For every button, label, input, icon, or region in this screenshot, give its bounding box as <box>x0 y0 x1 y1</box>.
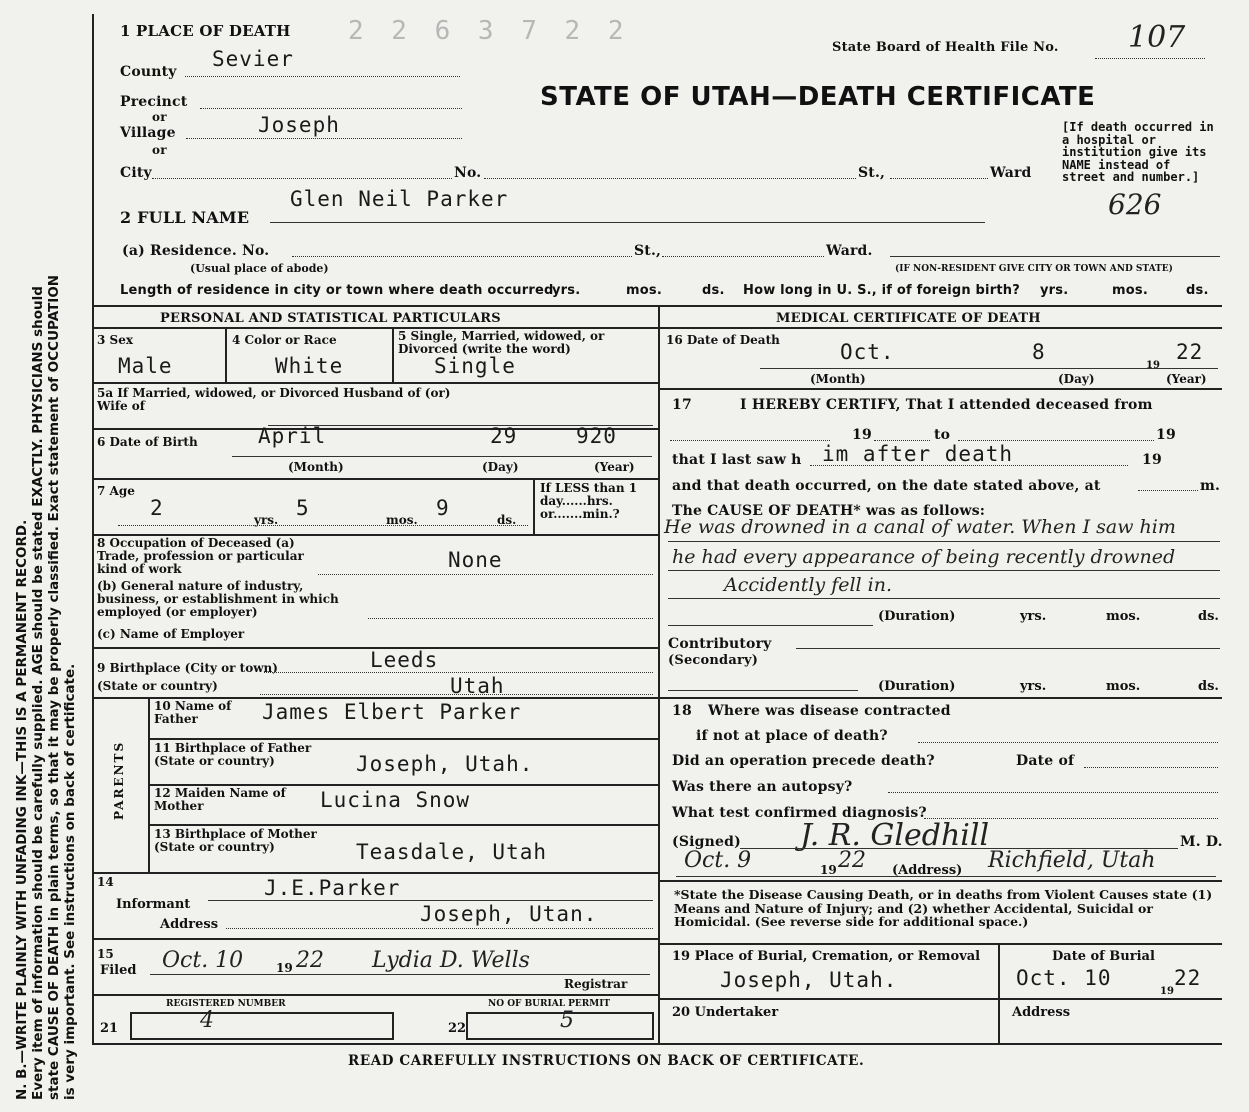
burial-permit-number: 5 <box>560 1008 574 1033</box>
marital-label: 5 Single, Married, widowed, or Divorced (write the word) <box>398 329 605 356</box>
row-line-2 <box>92 428 658 430</box>
md-label: M. D. <box>1180 834 1223 850</box>
medical-section-title: MEDICAL CERTIFICATE OF DEATH <box>776 311 1041 326</box>
age-ds-label: ds. <box>497 513 517 527</box>
village-line <box>186 138 462 139</box>
row-line-7 <box>92 872 658 874</box>
employer-label: (c) Name of Employer <box>97 627 245 641</box>
certificate-title: STATE OF UTAH—DEATH CERTIFICATE <box>540 82 1096 112</box>
dob-line <box>232 456 652 457</box>
cause-rule-2 <box>668 570 1220 571</box>
file-number-label: State Board of Health File No. <box>832 40 1059 55</box>
footer-note: READ CAREFULLY INSTRUCTIONS ON BACK OF CERTIFICATE. <box>348 1053 865 1069</box>
spouse-label: 5a If Married, widowed, or Divorced Husband of (or) Wife of <box>97 386 451 413</box>
death-day: 8 <box>1032 340 1046 364</box>
birthplace-label: 9 Birthplace (City or town) <box>97 661 278 675</box>
medical-header-line <box>658 327 1222 329</box>
ward-label: Ward <box>990 165 1032 181</box>
center-divider <box>658 305 660 1045</box>
city-label: City <box>120 165 152 181</box>
sex-value: Male <box>118 354 173 378</box>
dob-month-caption: (Month) <box>288 460 344 474</box>
sex-label: 3 Sex <box>97 333 133 347</box>
informant-address-line <box>226 928 653 929</box>
ward-line <box>890 178 988 179</box>
signed-address-line <box>676 876 1216 877</box>
occupation-value: None <box>448 548 503 572</box>
birthplace-city-line <box>264 672 653 673</box>
registered-number-label: REGISTERED NUMBER <box>166 999 286 1009</box>
full-name-line <box>270 222 985 223</box>
dob-month: April <box>258 424 327 448</box>
registrar-signature: Lydia D. Wells <box>372 948 530 973</box>
death-year-prefix: 19 <box>1146 360 1160 371</box>
margin-line-2: Every item of information should be carefully supplied. AGE should be stated EXACTLY. PHYSICIANS should <box>30 286 46 1100</box>
field-22-label: 22 <box>448 1021 467 1036</box>
signed-year: 22 <box>838 848 866 873</box>
father-birthplace-label: 11 Birthplace of Father (State or country) <box>154 741 312 768</box>
burial-date: Oct. 10 <box>1016 966 1112 990</box>
street-label: St., <box>858 165 886 181</box>
duration-ds-2: ds. <box>1198 679 1219 694</box>
filed-number: 15 <box>97 947 114 961</box>
serial-stamp: 2 2 6 3 7 2 2 <box>348 16 630 46</box>
medical-line-2 <box>658 697 1222 699</box>
sex-divider <box>225 327 227 382</box>
medical-line-1 <box>658 388 1222 390</box>
personal-section-title: PERSONAL AND STATISTICAL PARTICULARS <box>160 311 501 326</box>
full-name-value: Glen Neil Parker <box>290 187 509 211</box>
signed-address: Richfield, Utah <box>988 848 1156 873</box>
cause-line-3: Accidently fell in. <box>724 574 893 596</box>
informant-address-label: Address <box>160 917 219 932</box>
duration-label-2: (Duration) <box>878 679 956 694</box>
foreign-birth-label: How long in U. S., if of foreign birth? <box>743 283 1020 298</box>
death-year: 22 <box>1176 340 1204 364</box>
signed-19: 19 <box>820 863 837 877</box>
county-line <box>185 76 460 77</box>
parents-line-1 <box>148 738 658 740</box>
dob-year: 920 <box>576 424 617 448</box>
age-mos-label: mos. <box>386 513 418 527</box>
duration-yrs-2: yrs. <box>1020 679 1047 694</box>
filed-line <box>150 974 650 975</box>
attended-from-19: 19 <box>852 427 872 443</box>
margin-line-4: is very important. See instructions on back of certificate. <box>62 663 78 1100</box>
duration-ds-1: ds. <box>1198 609 1219 624</box>
test-label: What test confirmed diagnosis? <box>672 805 927 821</box>
foreign-yrs-label: yrs. <box>1040 283 1069 298</box>
city-line <box>152 178 452 179</box>
medical-line-3 <box>658 880 1222 882</box>
informant-number: 14 <box>97 875 114 889</box>
county-value: Sevier <box>212 47 294 71</box>
divider-top <box>92 305 1222 307</box>
dob-day: 29 <box>490 424 518 448</box>
residence-ward-label: Ward. <box>826 243 873 259</box>
age-days: 9 <box>436 496 450 520</box>
precinct-line <box>200 108 462 109</box>
parents-line-3 <box>148 824 658 826</box>
filed-year: 22 <box>296 948 324 973</box>
village-value: Joseph <box>258 113 340 137</box>
registered-number: 4 <box>200 1008 214 1033</box>
cause-line-1: He was drowned in a canal of water. When I saw him <box>664 516 1176 538</box>
physician-signature: J. R. Gledhill <box>800 818 990 853</box>
duration-rule-1 <box>668 625 873 626</box>
burial-place-label: 19 Place of Burial, Cremation, or Removal <box>672 949 981 964</box>
residence-street-line <box>662 256 824 257</box>
contributory-label: Contributory <box>668 636 772 652</box>
field-18-label: 18 <box>672 703 692 719</box>
operation-label: Did an operation precede death? <box>672 753 935 769</box>
occupation-line <box>318 574 653 575</box>
cause-label: The CAUSE OF DEATH* was as follows: <box>672 503 986 519</box>
cause-rule-3 <box>668 598 1220 599</box>
left-border <box>92 14 94 1044</box>
attended-from-year-line <box>874 440 930 441</box>
death-year-caption: (Year) <box>1166 372 1207 386</box>
last-saw-value: im after death <box>822 442 1014 466</box>
informant-name: J.E.Parker <box>264 876 401 900</box>
occurred-line <box>1138 490 1198 491</box>
undertaker-address-label: Address <box>1012 1005 1071 1020</box>
last-saw-label: that I last saw h <box>672 452 802 468</box>
signed-label: (Signed) <box>672 834 741 850</box>
or-label-1: or <box>152 110 167 124</box>
contracted-label: Where was disease contracted <box>708 703 951 719</box>
full-name-label: 2 FULL NAME <box>120 208 250 227</box>
mother-birthplace: Teasdale, Utah <box>356 840 548 864</box>
row-line-8 <box>92 938 658 940</box>
dob-day-caption: (Day) <box>482 460 519 474</box>
birthplace-state-line <box>260 694 653 695</box>
autopsy-label: Was there an autopsy? <box>672 779 853 795</box>
death-date-label: 16 Date of Death <box>666 333 780 347</box>
age-months: 5 <box>296 496 310 520</box>
residence-mos-label: mos. <box>626 283 662 298</box>
foreign-mos-label: mos. <box>1112 283 1148 298</box>
birthplace-state: Utah <box>450 674 505 698</box>
undertaker-label: 20 Undertaker <box>672 1005 779 1020</box>
filed-19: 19 <box>276 961 293 975</box>
secondary-label: (Secondary) <box>668 653 759 668</box>
autopsy-line <box>888 792 1218 793</box>
residence-label: (a) Residence. No. <box>122 243 270 259</box>
birthplace-city: Leeds <box>370 648 439 672</box>
burial-permit-label: NO OF BURIAL PERMIT <box>488 999 611 1009</box>
age-years: 2 <box>150 496 164 520</box>
cause-rule-1 <box>668 541 1220 542</box>
death-date-line <box>760 368 1218 369</box>
filed-date: Oct. 10 <box>162 948 244 973</box>
mother-birthplace-label: 13 Birthplace of Mother (State or country) <box>154 827 317 854</box>
medical-line-5 <box>658 998 1222 1000</box>
duration-mos-1: mos. <box>1106 609 1141 624</box>
operation-date-label: Date of <box>1016 753 1075 769</box>
less-than-day: If LESS than 1 day......hrs. or.......min.? <box>540 481 638 521</box>
place-of-death-label: 1 PLACE OF DEATH <box>120 22 291 40</box>
registrar-label: Registrar <box>564 977 628 991</box>
burial-divider <box>998 943 1000 1043</box>
residence-ward-line <box>890 256 1220 257</box>
age-label: 7 Age <box>97 484 135 498</box>
row-line-1 <box>92 382 658 384</box>
divider-bottom <box>92 1043 1222 1045</box>
county-label: County <box>120 64 177 80</box>
nonresident-caption: (IF NON-RESIDENT GIVE CITY OR TOWN AND STATE) <box>895 264 1173 274</box>
burial-date-label: Date of Burial <box>1052 949 1155 964</box>
mother-name: Lucina Snow <box>320 788 471 812</box>
dob-label: 6 Date of Birth <box>97 435 198 449</box>
contributory-line-2 <box>668 690 858 691</box>
age-line <box>118 525 528 526</box>
age-divider <box>533 478 535 534</box>
death-month: Oct. <box>840 340 895 364</box>
parents-label: PARENTS <box>112 740 126 820</box>
father-birthplace: Joseph, Utah. <box>356 752 534 776</box>
informant-address: Joseph, Utan. <box>420 902 598 926</box>
margin-line-1: N. B.—WRITE PLAINLY WITH UNFADING INK—THIS IS A PERMANENT RECORD. <box>14 519 30 1100</box>
row-line-3 <box>92 478 658 480</box>
occupation-label: 8 Occupation of Deceased (a) Trade, profession or particular kind of work <box>97 536 304 576</box>
field-17-label: 17 <box>672 397 692 413</box>
age-yrs-label: yrs. <box>254 513 279 527</box>
field-21-label: 21 <box>100 1021 119 1036</box>
attended-to-line <box>958 440 1154 441</box>
father-label: 10 Name of Father <box>154 699 232 726</box>
footnote: *State the Disease Causing Death, or in deaths from Violent Causes state (1) Means and Nature of Injury; and (2) whether Accidental, Suicidal or Homicidal. (See reverse side for additional space.) <box>674 887 1213 929</box>
precinct-label: Precinct <box>120 94 188 110</box>
contracted-line <box>918 742 1218 743</box>
duration-mos-2: mos. <box>1106 679 1141 694</box>
burial-year: 22 <box>1174 966 1202 990</box>
foreign-ds-label: ds. <box>1186 283 1209 298</box>
village-label: Village <box>120 125 176 141</box>
usual-place-caption: (Usual place of abode) <box>190 262 329 275</box>
attended-to-label: to <box>934 427 951 443</box>
burial-place: Joseph, Utah. <box>720 968 898 992</box>
hospital-number: 626 <box>1108 188 1162 221</box>
death-month-caption: (Month) <box>810 372 866 386</box>
row-line-9 <box>92 994 658 996</box>
or-label-2: or <box>152 143 167 157</box>
registered-number-box <box>130 1012 394 1040</box>
dob-year-caption: (Year) <box>594 460 635 474</box>
street-line <box>484 178 856 179</box>
cause-line-2: he had every appearance of being recently drowned <box>672 546 1176 568</box>
duration-yrs-1: yrs. <box>1020 609 1047 624</box>
residence-ds-label: ds. <box>702 283 725 298</box>
birthplace-state-label: (State or country) <box>97 679 218 693</box>
occurred-m: m. <box>1200 478 1221 494</box>
informant-line <box>208 900 653 901</box>
industry-label: (b) General nature of industry, business, or establishment in which employed (or employer) <box>97 579 339 619</box>
length-of-residence-label: Length of residence in city or town where death occurred <box>120 283 554 298</box>
father-name: James Elbert Parker <box>262 700 522 724</box>
residence-no-line <box>292 256 632 257</box>
color-label: 4 Color or Race <box>232 333 337 347</box>
operation-line <box>1084 767 1218 768</box>
not-at-place-label: if not at place of death? <box>696 728 888 744</box>
margin-line-3: state CAUSE OF DEATH in plain terms, so that it may be properly classified. Exact statement of OCCUPATION <box>46 274 62 1100</box>
residence-yrs-label: yrs. <box>552 283 581 298</box>
filed-label: Filed <box>100 963 137 978</box>
mother-label: 12 Maiden Name of Mother <box>154 786 286 813</box>
signed-address-label: (Address) <box>892 863 963 878</box>
last-saw-line <box>810 465 1128 466</box>
informant-label: Informant <box>116 897 191 912</box>
signed-date: Oct. 9 <box>684 848 752 873</box>
duration-label-1: (Duration) <box>878 609 956 624</box>
medical-line-4 <box>658 943 1222 945</box>
marital-value: Single <box>434 354 516 378</box>
hospital-note: [If death occurred in a hospital or institution give its NAME instead of street and number.] <box>1062 120 1214 184</box>
residence-street-label: St., <box>634 243 662 259</box>
last-saw-19: 19 <box>1142 452 1162 468</box>
attended-to-19: 19 <box>1156 427 1176 443</box>
color-value: White <box>275 354 344 378</box>
city-number-label: No. <box>454 165 482 181</box>
attended-from-line <box>670 440 830 441</box>
burial-19: 19 <box>1160 986 1174 997</box>
certify-text: I HEREBY CERTIFY, That I attended deceased from <box>740 397 1153 413</box>
death-day-caption: (Day) <box>1058 372 1095 386</box>
color-divider <box>392 327 394 382</box>
file-number-line <box>1095 58 1205 59</box>
file-number: 107 <box>1128 20 1186 55</box>
industry-line <box>368 618 653 619</box>
occurred-label: and that death occurred, on the date stated above, at <box>672 478 1101 494</box>
contributory-line <box>796 648 1220 649</box>
